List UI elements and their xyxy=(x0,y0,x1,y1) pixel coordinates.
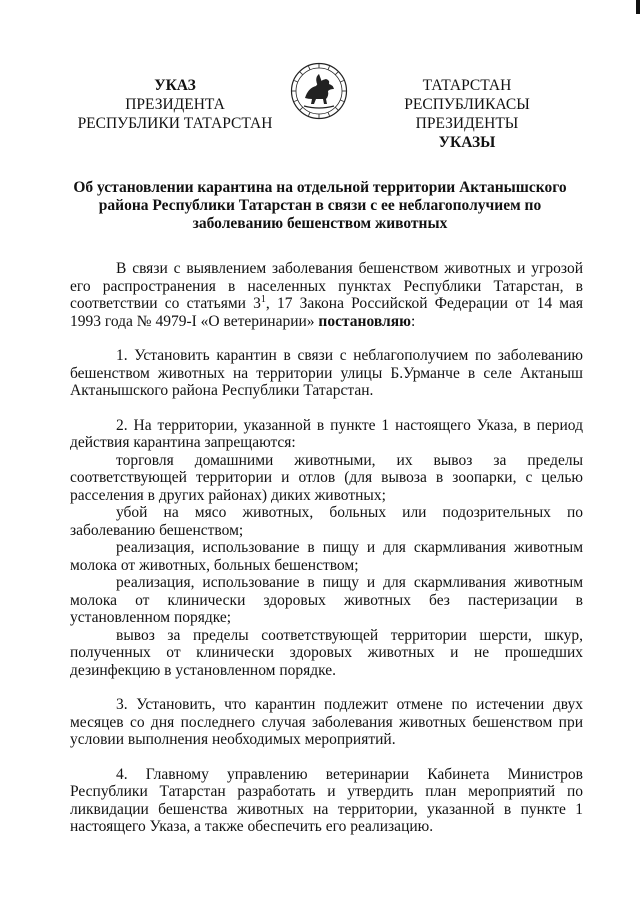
tatarstan-coat-of-arms-icon xyxy=(290,62,348,120)
item-2-bullet-1: торговля домашними животными, их вывоз за пределы соответствующей территории и отлов (для вывоза в зоопарки, с целью расселения в других районах) диких животных; xyxy=(70,451,583,504)
item-4-paragraph: 4. Главному управлению ветеринарии Кабинета Министров Республики Татарстан разработать и утвердить план мероприятий по ликвидации бешенства животных на территории, указанной в пункте 1 настоящего Указа, а также обеспечить его реализацию. xyxy=(70,765,583,835)
item-2-bullet-4: реализация, использование в пищу и для скармливания животным молока от клинически здоровых животных без пастеризации в установленном порядке; xyxy=(70,574,583,626)
item-2-bullet-3: реализация, использование в пищу и для скармливания животным молока от животных, больных бешенством; xyxy=(70,539,583,574)
header-left xyxy=(70,76,280,133)
item-2-bullet-2: убой на мясо животных, больных или подозрительных по заболеванию бешенством; xyxy=(70,504,583,539)
item-1-paragraph: 1. Установить карантин в связи с неблагополучием по заболеванию бешенством животных на территории улицы Б.Урманче в селе Актаныш Актанышского района Республики Татарстан. xyxy=(70,347,583,399)
header-right-line1: ТАТАРСТАН РЕСПУБЛИКАСЫ xyxy=(404,77,530,113)
header-left-line1: УКАЗ xyxy=(154,77,196,94)
decree-title: Об установлении карантина на отдельной территории Актанышского района Республики Татарстан в связи с ее неблагополучием по заболеванию бешенством животных xyxy=(73,179,567,232)
preamble-text-1: В связи с выявлением заболевания бешенством животных и угрозой его распространения в населенных пунктах Республики Татарстан, в соответствии со статьями 3 xyxy=(70,260,583,312)
header-right-line2: ПРЕЗИДЕНТЫ xyxy=(415,115,519,132)
item-2-bullet-5: вывоз за пределы соответствующей территории шерсти, шкур, полученных от клинически здоровых животных и не прошедших дезинфекцию в установленном порядке. xyxy=(70,626,583,679)
header-right xyxy=(362,76,572,152)
preamble-paragraph xyxy=(70,260,583,330)
header-left-line2: ПРЕЗИДЕНТА xyxy=(125,96,225,113)
header-right-line3: УКАЗЫ xyxy=(438,134,496,151)
header-left-line3: РЕСПУБЛИКИ ТАТАРСТАН xyxy=(77,115,273,132)
item-3-paragraph: 3. Установить, что карантин подлежит отмене по истечении двух месяцев со дня последнего случая заболевания животных бешенством при условии выполнения необходимых мероприятий. xyxy=(70,696,583,748)
preamble-text-end: : xyxy=(410,312,416,330)
item-2-intro: 2. На территории, указанной в пункте 1 настоящего Указа, в период действия карантина запрещаются: xyxy=(70,416,583,451)
scan-edge-mark xyxy=(636,0,640,14)
decree-body xyxy=(70,260,583,836)
preamble-superscript: 1 xyxy=(260,293,266,305)
preamble-text-2: , 17 Закона Российской Федерации от 14 мая 1993 года № 4979-I «О ветеринарии» xyxy=(70,295,583,330)
preamble-bold-word: постановляю xyxy=(318,312,411,330)
